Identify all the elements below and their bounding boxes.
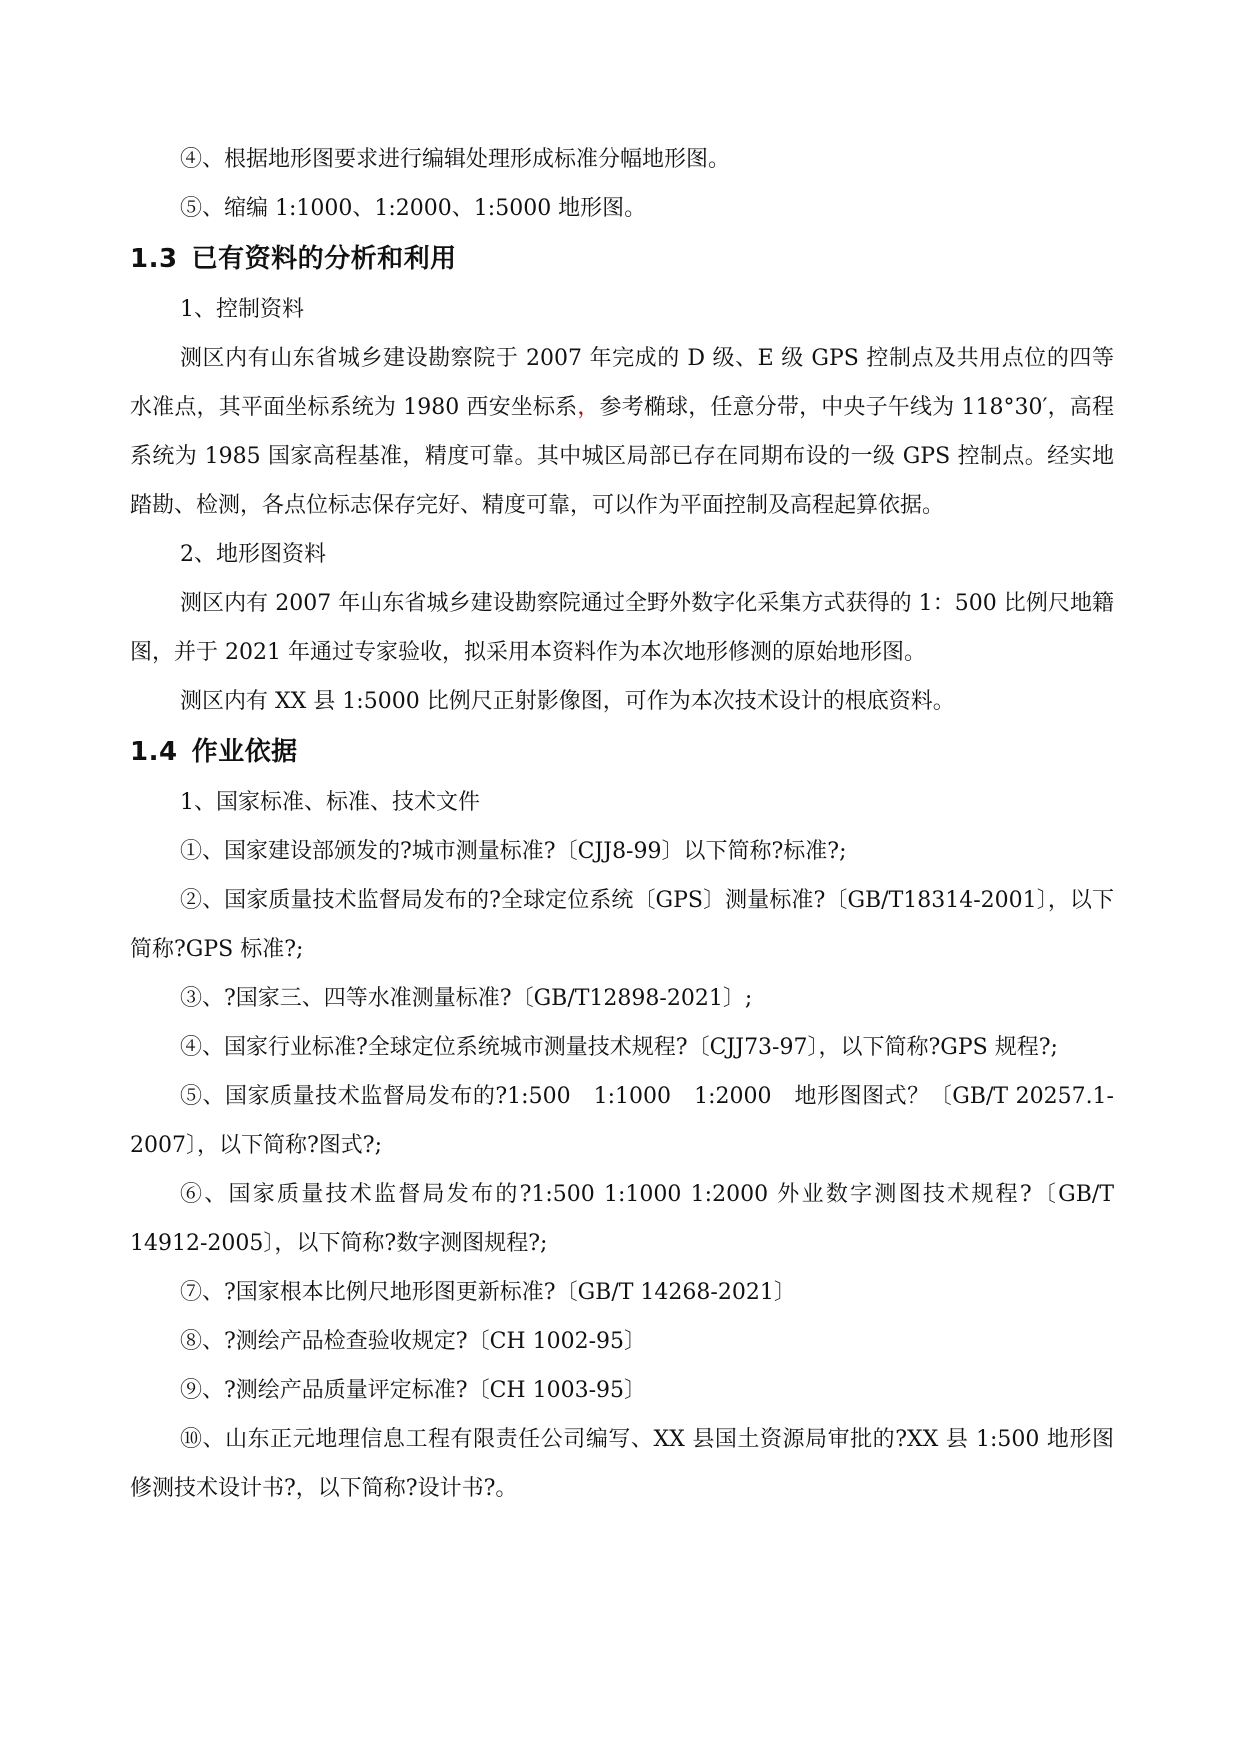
topo-map-paragraph-2: 测区内有 XX 县 1:5000 比例尺正射影像图，可作为本次技术设计的根底资料。 — [180, 689, 955, 714]
intro-item-5: ⑤、缩编 1:1000、1:2000、1:5000 地形图。 — [180, 196, 647, 221]
standard-item-1: ①、国家建设部颁发的?城市测量标准?〔CJJ8-99〕以下简称?标准?; — [180, 839, 847, 864]
document-page — [130, 135, 1114, 1513]
standard-item-3: ③、?国家三、四等水准测量标准?〔GB/T12898-2021〕; — [180, 986, 753, 1011]
section-heading-1-3 — [130, 233, 1114, 285]
standard-item-5: ⑤、国家质量技术监督局发布的?1:500 1:1000 1:2000 地形图图式？〔GB/T 20257.1-2007〕，以下简称?图式?; — [130, 1084, 1114, 1158]
standard-item-2: ②、国家质量技术监督局发布的?全球定位系统〔GPS〕测量标准?〔GB/T18314-2001〕，以下简称?GPS 标准?; — [130, 888, 1114, 962]
standard-item-4: ④、国家行业标准?全球定位系统城市测量技术规程?〔CJJ73-97〕，以下简称?GPS 规程?; — [180, 1035, 1058, 1060]
section-title: 作业依据 — [191, 737, 298, 767]
control-data-text-b: 参考椭球，任意分带，中央子午线为 118°30′，高程系统为 1985 国家高程基准，精度可靠。其中城区局部已存在同期布设的一级 GPS 控制点。经实地踏勘、检测，各点位标志保存完好、精度可靠，可以作为平面控制及高程起算依据。 — [130, 395, 1114, 518]
standard-item-10: ⑩、山东正元地理信息工程有限责任公司编写、XX 县国土资源局审批的?XX 县 1:500 地形图修测技术设计书?，以下简称?设计书?。 — [130, 1427, 1114, 1501]
section-number: 1.3 — [130, 244, 178, 274]
section-number: 1.4 — [130, 737, 178, 767]
subsection-topo-map-data: 2、地形图资料 — [180, 542, 326, 567]
standard-item-6: ⑥、国家质量技术监督局发布的?1:500 1:1000 1:2000 外业数字测图技术规程?〔GB/T 14912-2005〕，以下简称?数字测图规程?; — [130, 1182, 1114, 1256]
standard-item-8: ⑧、?测绘产品检查验收规定?〔CH 1002-95〕 — [180, 1329, 647, 1354]
highlighted-comma: ， — [577, 395, 600, 420]
topo-map-paragraph-1: 测区内有 2007 年山东省城乡建设勘察院通过全野外数字化采集方式获得的 1：500 比例尺地籍图，并于 2021 年通过专家验收，拟采用本资料作为本次地形修测的原始地形图。 — [130, 591, 1114, 665]
intro-item-4: ④、根据地形图要求进行编辑处理形成标准分幅地形图。 — [180, 147, 731, 172]
section-heading-1-4 — [130, 726, 1114, 778]
subsection-national-standards: 1、国家标准、标准、技术文件 — [180, 790, 480, 815]
control-data-text-a: 测区内有山东省城乡建设勘察院于 2007 年完成的 D 级、E 级 GPS 控制点及共用点位的四等水准点，其平面坐标系统为 1980 西安坐标系 — [130, 346, 1114, 420]
standard-item-9: ⑨、?测绘产品质量评定标准?〔CH 1003-95〕 — [180, 1378, 647, 1403]
standard-item-7: ⑦、?国家根本比例尺地形图更新标准?〔GB/T 14268-2021〕 — [180, 1280, 796, 1305]
section-title: 已有资料的分析和利用 — [191, 244, 457, 274]
control-data-paragraph — [130, 334, 1114, 530]
subsection-control-data: 1、控制资料 — [180, 297, 304, 322]
